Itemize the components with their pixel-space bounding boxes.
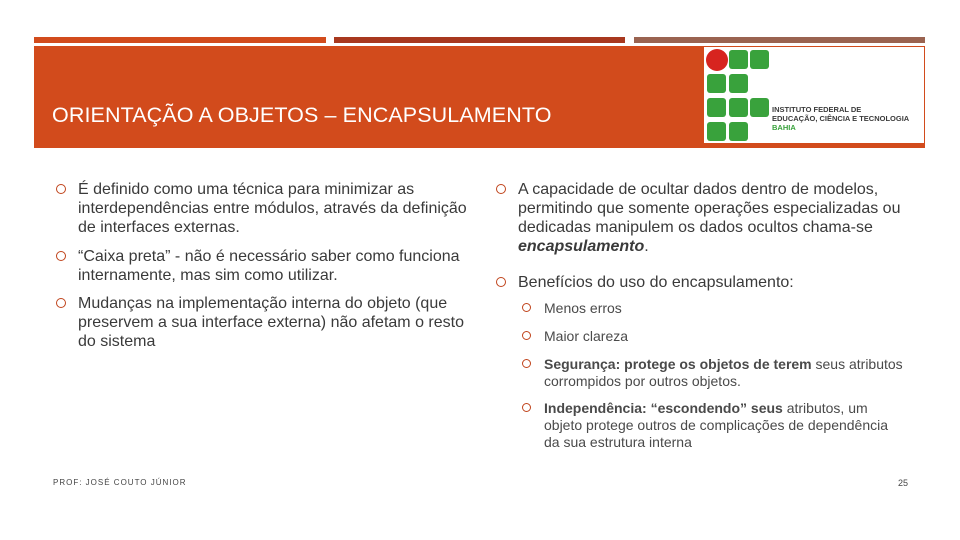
benefit-item-3-bold: Segurança: protege os objetos de terem — [544, 356, 812, 372]
header-bar-red — [334, 37, 625, 43]
left-bullet-2 — [56, 247, 476, 285]
right-bullet-2 — [496, 273, 906, 292]
benefit-item-2-text: Maior clareza — [544, 328, 629, 344]
bullet-circle-icon — [56, 298, 66, 308]
benefits-list — [522, 300, 906, 451]
benefit-item-1 — [522, 300, 906, 317]
benefit-item-3 — [522, 356, 906, 390]
logo-grid-icon — [704, 47, 774, 143]
logo-red-circle-icon — [706, 49, 728, 71]
bullet-circle-icon — [56, 251, 66, 261]
right-bullet-1-end: . — [644, 238, 649, 255]
bullet-circle-icon — [496, 277, 506, 287]
logo-line-1: INSTITUTO FEDERAL DE — [772, 105, 862, 114]
left-column — [56, 180, 476, 361]
right-bullet-2-text: Benefícios do uso do encapsulamento: — [518, 274, 794, 291]
logo-line-2: EDUCAÇÃO, CIÊNCIA E TECNOLOGIA — [772, 114, 910, 123]
left-bullet-3-text: Mudanças na implementação interna do objeto (que preservem a sua interface externa) não afetam o resto do sistema — [78, 295, 464, 350]
bullet-circle-icon — [522, 359, 531, 368]
header-bar-orange — [34, 37, 326, 43]
bullet-circle-icon — [56, 184, 66, 194]
logo-text — [772, 105, 909, 132]
benefit-item-1-text: Menos erros — [544, 300, 622, 316]
footer-author: PROF: JOSÉ COUTO JÚNIOR — [53, 478, 187, 487]
benefit-item-4 — [522, 400, 906, 451]
benefit-item-3-text: seus atributos corrompidos por outros objetos. — [544, 356, 903, 389]
right-bullet-1-text: A capacidade de ocultar dados dentro de modelos, permitindo que somente operações especializadas ou dedicadas manipulem os dados ocultos chama-se — [518, 181, 901, 236]
logo-line-3: BAHIA — [772, 123, 796, 132]
benefit-item-4-text: atributos, um objeto protege outros de complicações de dependência da sua estrutura interna — [544, 400, 889, 450]
left-bullet-2-text: “Caixa preta” - não é necessário saber como funciona internamente, mas sim como utilizar. — [78, 248, 460, 284]
header-bar-brown — [634, 37, 925, 43]
benefit-item-4-bold: Independência: “escondendo” seus — [544, 400, 783, 416]
right-column — [496, 180, 906, 462]
slide-title: ORIENTAÇÃO A OBJETOS – ENCAPSULAMENTO — [52, 103, 552, 127]
left-bullet-1-text: É definido como uma técnica para minimizar as interdependências entre módulos, através da definição de interfaces externas. — [78, 181, 467, 236]
left-bullet-3 — [56, 294, 476, 351]
left-bullet-1 — [56, 180, 476, 237]
bullet-circle-icon — [522, 403, 531, 412]
bullet-circle-icon — [522, 331, 531, 340]
benefit-item-2 — [522, 328, 906, 345]
page-number: 25 — [897, 478, 908, 488]
ifba-logo — [704, 47, 924, 143]
right-bullet-1 — [496, 180, 906, 256]
bullet-circle-icon — [496, 184, 506, 194]
right-bullet-1-emphasis: encapsulamento — [518, 238, 645, 255]
bullet-circle-icon — [522, 303, 531, 312]
